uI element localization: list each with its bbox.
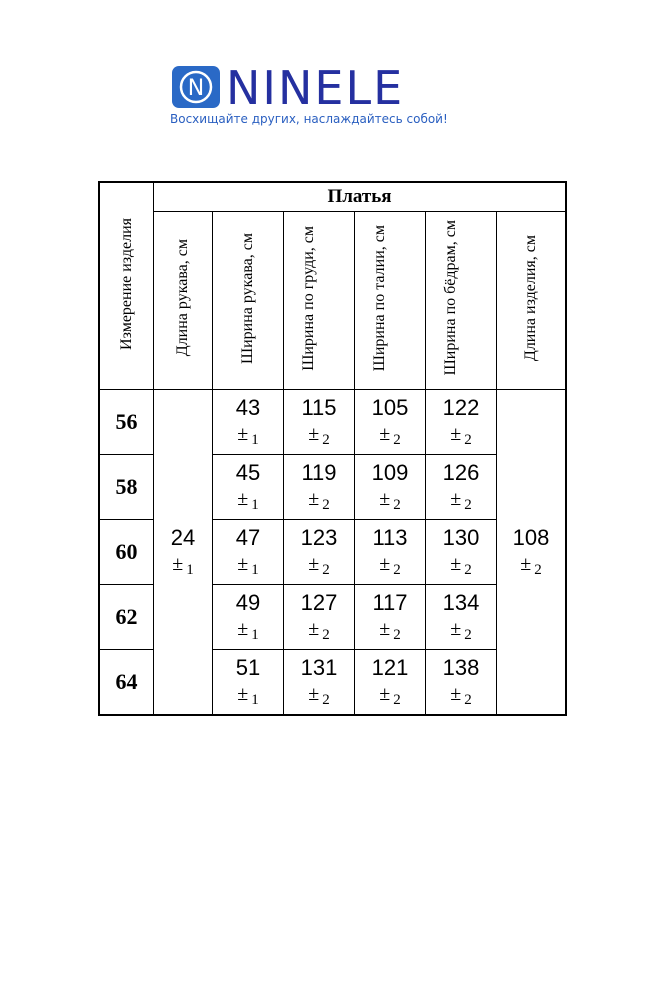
sleeve-length-cell (154, 390, 213, 716)
table-cell: 105 ± $_2$ (355, 390, 426, 455)
table-cell: 121 ± $_2$ (355, 650, 426, 716)
table-cell: 131 ± $_2$ (284, 650, 355, 716)
table-cell: 45 ± $_1$ (213, 455, 284, 520)
column-header (497, 212, 567, 390)
group-header: Платья (154, 182, 567, 212)
table-cell: 47 ± $_1$ (213, 520, 284, 585)
size-cell: 56 (99, 390, 154, 455)
cell-value: 108 (512, 525, 550, 550)
cell-tolerance: ± $_1$ (172, 553, 194, 578)
table-cell: 127 ± $_2$ (284, 585, 355, 650)
cell-tolerance: ± $_2$ (520, 553, 542, 578)
brand-name: NINELE (226, 61, 405, 115)
size-chart-table (98, 181, 567, 716)
table-cell: 113 ± $_2$ (355, 520, 426, 585)
brand-header (170, 62, 500, 132)
size-cell: 60 (99, 520, 154, 585)
column-header (355, 212, 426, 390)
table-cell: 123 ± $_2$ (284, 520, 355, 585)
size-cell: 64 (99, 650, 154, 716)
cell-value: 24 (170, 525, 196, 550)
product-length-cell (497, 390, 567, 716)
column-header-label: Длина изделия, см (522, 235, 539, 362)
column-header-label: Ширина рукава, см (239, 232, 256, 364)
column-header-label: Ширина по талии, см (371, 224, 388, 372)
row-header-cell (99, 182, 154, 390)
table-cell: 109 ± $_2$ (355, 455, 426, 520)
table-cell: 117 ± $_2$ (355, 585, 426, 650)
table-cell: 119 ± $_2$ (284, 455, 355, 520)
row-header-label: Измерение изделия (117, 217, 135, 350)
table-row (99, 390, 566, 455)
column-header (213, 212, 284, 390)
table-cell: 49 ± $_1$ (213, 585, 284, 650)
table-cell: 115 ± $_2$ (284, 390, 355, 455)
column-header-label: Ширина по груди, см (300, 225, 317, 371)
size-cell: 58 (99, 455, 154, 520)
column-header (426, 212, 497, 390)
logo-icon (172, 66, 220, 108)
column-header (284, 212, 355, 390)
size-cell: 62 (99, 585, 154, 650)
table-cell: 51 ± $_1$ (213, 650, 284, 716)
column-header-label: Ширина по бёдрам, см (442, 220, 459, 376)
column-header (154, 212, 213, 390)
table-cell: 122 ± $_2$ (426, 390, 497, 455)
table-cell: 134 ± $_2$ (426, 585, 497, 650)
table-cell: 138 ± $_2$ (426, 650, 497, 716)
logo-letter: N (187, 76, 205, 101)
column-header-label: Длина рукава, см (174, 239, 191, 357)
table-cell: 43 ± $_1$ (213, 390, 284, 455)
table-cell: 130 ± $_2$ (426, 520, 497, 585)
brand-tagline: Восхищайте других, наслаждайтесь собой! (170, 112, 448, 126)
table-cell: 126 ± $_2$ (426, 455, 497, 520)
